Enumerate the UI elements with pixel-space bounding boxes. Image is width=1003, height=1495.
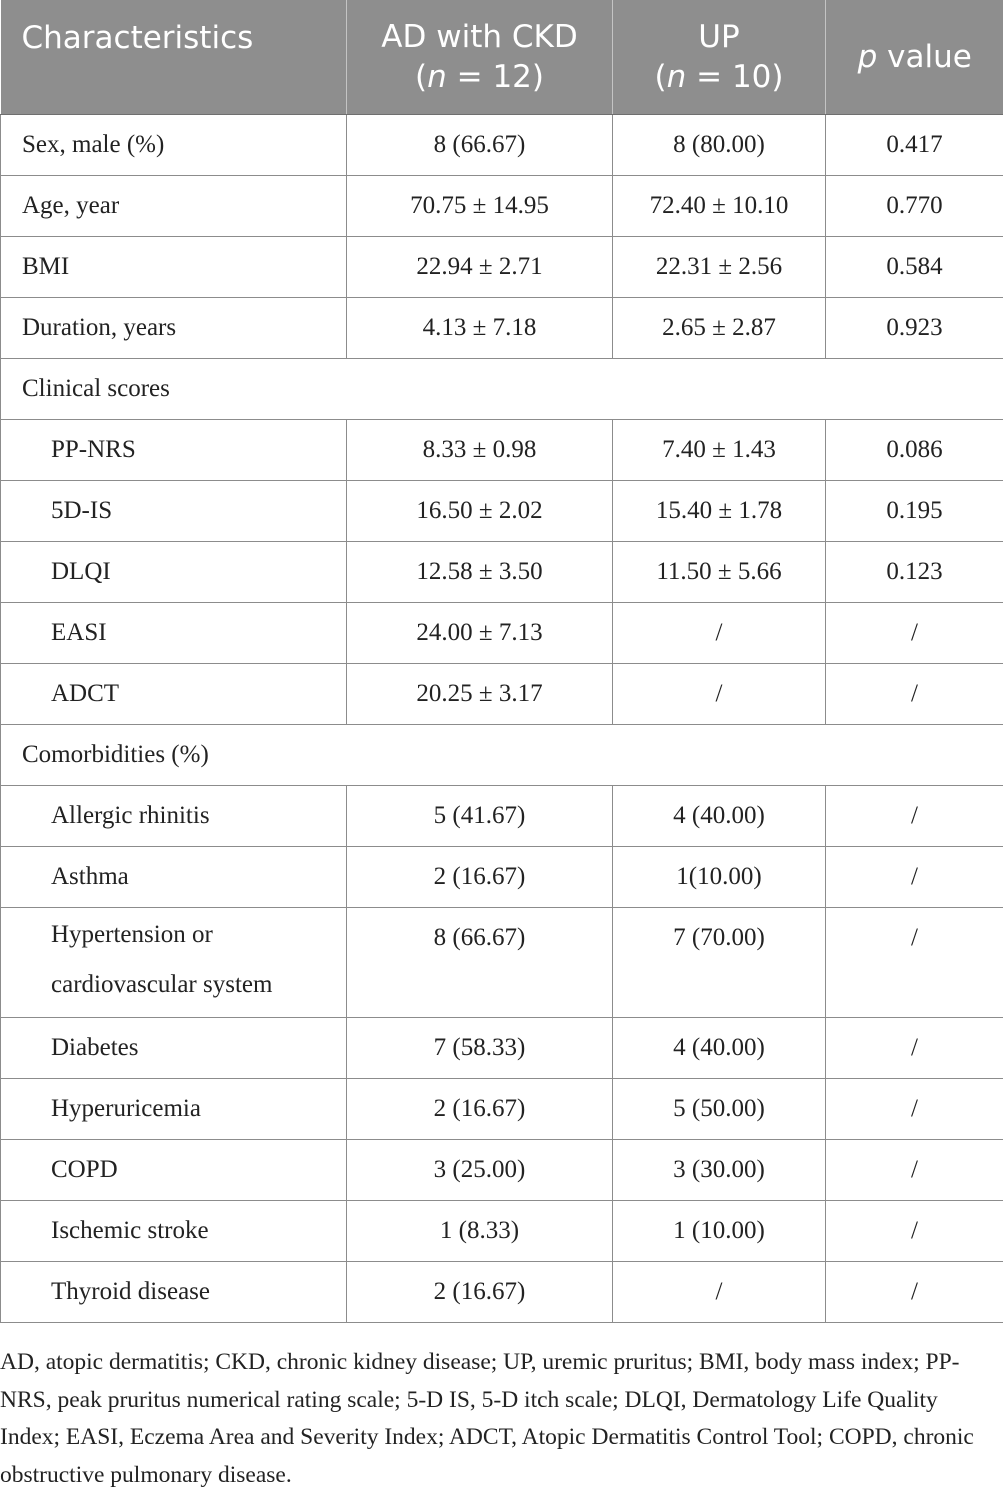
- cell-p-value: /: [826, 1200, 1003, 1261]
- row-label: Hyperuricemia: [1, 1078, 347, 1139]
- table-header: [1, 0, 1003, 114]
- section-label: Comorbidities (%): [1, 724, 1003, 785]
- table-row: [1, 419, 1003, 480]
- header-p-value: p value: [826, 0, 1003, 114]
- cell-up: 72.40 ± 10.10: [613, 175, 826, 236]
- header-ad-with-ckd: AD with CKD (n = 12): [347, 0, 613, 114]
- header-up: UP (n = 10): [613, 0, 826, 114]
- row-label: PP-NRS: [1, 419, 347, 480]
- cell-ad-with-ckd: 70.75 ± 14.95: [347, 175, 613, 236]
- row-label: Diabetes: [1, 1017, 347, 1078]
- table-row: [1, 1200, 1003, 1261]
- table-row: [1, 236, 1003, 297]
- cell-p-value: /: [826, 907, 1003, 1017]
- cell-p-value: 0.195: [826, 480, 1003, 541]
- cell-up: 7.40 ± 1.43: [613, 419, 826, 480]
- table-row: [1, 1261, 1003, 1322]
- cell-p-value: 0.123: [826, 541, 1003, 602]
- cell-up: /: [613, 1261, 826, 1322]
- cell-up: 8 (80.00): [613, 114, 826, 175]
- table-row: [1, 175, 1003, 236]
- cell-ad-with-ckd: 8 (66.67): [347, 114, 613, 175]
- cell-ad-with-ckd: 5 (41.67): [347, 785, 613, 846]
- cell-p-value: /: [826, 663, 1003, 724]
- row-label: Sex, male (%): [1, 114, 347, 175]
- cell-ad-with-ckd: 3 (25.00): [347, 1139, 613, 1200]
- row-label: Duration, years: [1, 297, 347, 358]
- row-label: COPD: [1, 1139, 347, 1200]
- cell-up: 3 (30.00): [613, 1139, 826, 1200]
- cell-up: /: [613, 602, 826, 663]
- cell-p-value: /: [826, 1261, 1003, 1322]
- cell-p-value: 0.417: [826, 114, 1003, 175]
- cell-ad-with-ckd: 2 (16.67): [347, 1078, 613, 1139]
- cell-ad-with-ckd: 8.33 ± 0.98: [347, 419, 613, 480]
- cell-ad-with-ckd: 20.25 ± 3.17: [347, 663, 613, 724]
- cell-p-value: 0.770: [826, 175, 1003, 236]
- section-row: [1, 724, 1003, 785]
- cell-up: 2.65 ± 2.87: [613, 297, 826, 358]
- row-label: Allergic rhinitis: [1, 785, 347, 846]
- cell-ad-with-ckd: 4.13 ± 7.18: [347, 297, 613, 358]
- cell-up: /: [613, 663, 826, 724]
- cell-up: 1 (10.00): [613, 1200, 826, 1261]
- cell-up: 22.31 ± 2.56: [613, 236, 826, 297]
- cell-up: 11.50 ± 5.66: [613, 541, 826, 602]
- row-label: Asthma: [1, 846, 347, 907]
- cell-up: 4 (40.00): [613, 785, 826, 846]
- cell-p-value: 0.584: [826, 236, 1003, 297]
- cell-p-value: /: [826, 1017, 1003, 1078]
- row-label: Ischemic stroke: [1, 1200, 347, 1261]
- cell-up: 5 (50.00): [613, 1078, 826, 1139]
- row-label: BMI: [1, 236, 347, 297]
- table-row: [1, 1139, 1003, 1200]
- cell-p-value: 0.923: [826, 297, 1003, 358]
- table-row: [1, 1017, 1003, 1078]
- cell-ad-with-ckd: 2 (16.67): [347, 1261, 613, 1322]
- cell-ad-with-ckd: 12.58 ± 3.50: [347, 541, 613, 602]
- row-label-line1: Hypertension or: [51, 920, 213, 948]
- cell-p-value: /: [826, 602, 1003, 663]
- cell-p-value: /: [826, 1139, 1003, 1200]
- table-row: [1, 1078, 1003, 1139]
- row-label: EASI: [1, 602, 347, 663]
- cell-ad-with-ckd: 7 (58.33): [347, 1017, 613, 1078]
- cell-up: 15.40 ± 1.78: [613, 480, 826, 541]
- row-label: 5D-IS: [1, 480, 347, 541]
- table-row: [1, 480, 1003, 541]
- cell-ad-with-ckd: 8 (66.67): [347, 907, 613, 1017]
- cell-p-value: /: [826, 846, 1003, 907]
- section-row: [1, 358, 1003, 419]
- section-label: Clinical scores: [1, 358, 1003, 419]
- table-row: [1, 907, 1003, 1017]
- row-label-line2: cardiovascular system: [51, 970, 273, 998]
- table-row: [1, 541, 1003, 602]
- cell-ad-with-ckd: 2 (16.67): [347, 846, 613, 907]
- cell-ad-with-ckd: 1 (8.33): [347, 1200, 613, 1261]
- cell-ad-with-ckd: 24.00 ± 7.13: [347, 602, 613, 663]
- cell-p-value: 0.086: [826, 419, 1003, 480]
- cell-p-value: /: [826, 785, 1003, 846]
- header-characteristics: Characteristics: [1, 0, 347, 114]
- cell-p-value: /: [826, 1078, 1003, 1139]
- table-row: [1, 114, 1003, 175]
- table-row: [1, 785, 1003, 846]
- row-label: Thyroid disease: [1, 1261, 347, 1322]
- table-body: [1, 114, 1003, 1322]
- header-row: [1, 0, 1003, 114]
- table-row: [1, 602, 1003, 663]
- cell-up: 4 (40.00): [613, 1017, 826, 1078]
- table-row: [1, 846, 1003, 907]
- table-row: [1, 663, 1003, 724]
- table-footnote: AD, atopic dermatitis; CKD, chronic kidney disease; UP, uremic pruritus; BMI, body mass index; PP-NRS, peak pruritus numerical rating scale; 5-D IS, 5-D itch scale; DLQI, Dermatology Life Quality Index; EASI, Eczema Area and Severity Index; ADCT, Atopic Dermatitis Control Tool; COPD, chronic obstructive pulmonary disease.: [0, 1349, 974, 1488]
- cell-up: 1(10.00): [613, 846, 826, 907]
- row-label: [1, 907, 347, 1017]
- cell-ad-with-ckd: 22.94 ± 2.71: [347, 236, 613, 297]
- cell-up: 7 (70.00): [613, 907, 826, 1017]
- cell-ad-with-ckd: 16.50 ± 2.02: [347, 480, 613, 541]
- row-label: DLQI: [1, 541, 347, 602]
- row-label: Age, year: [1, 175, 347, 236]
- row-label: ADCT: [1, 663, 347, 724]
- table-row: [1, 297, 1003, 358]
